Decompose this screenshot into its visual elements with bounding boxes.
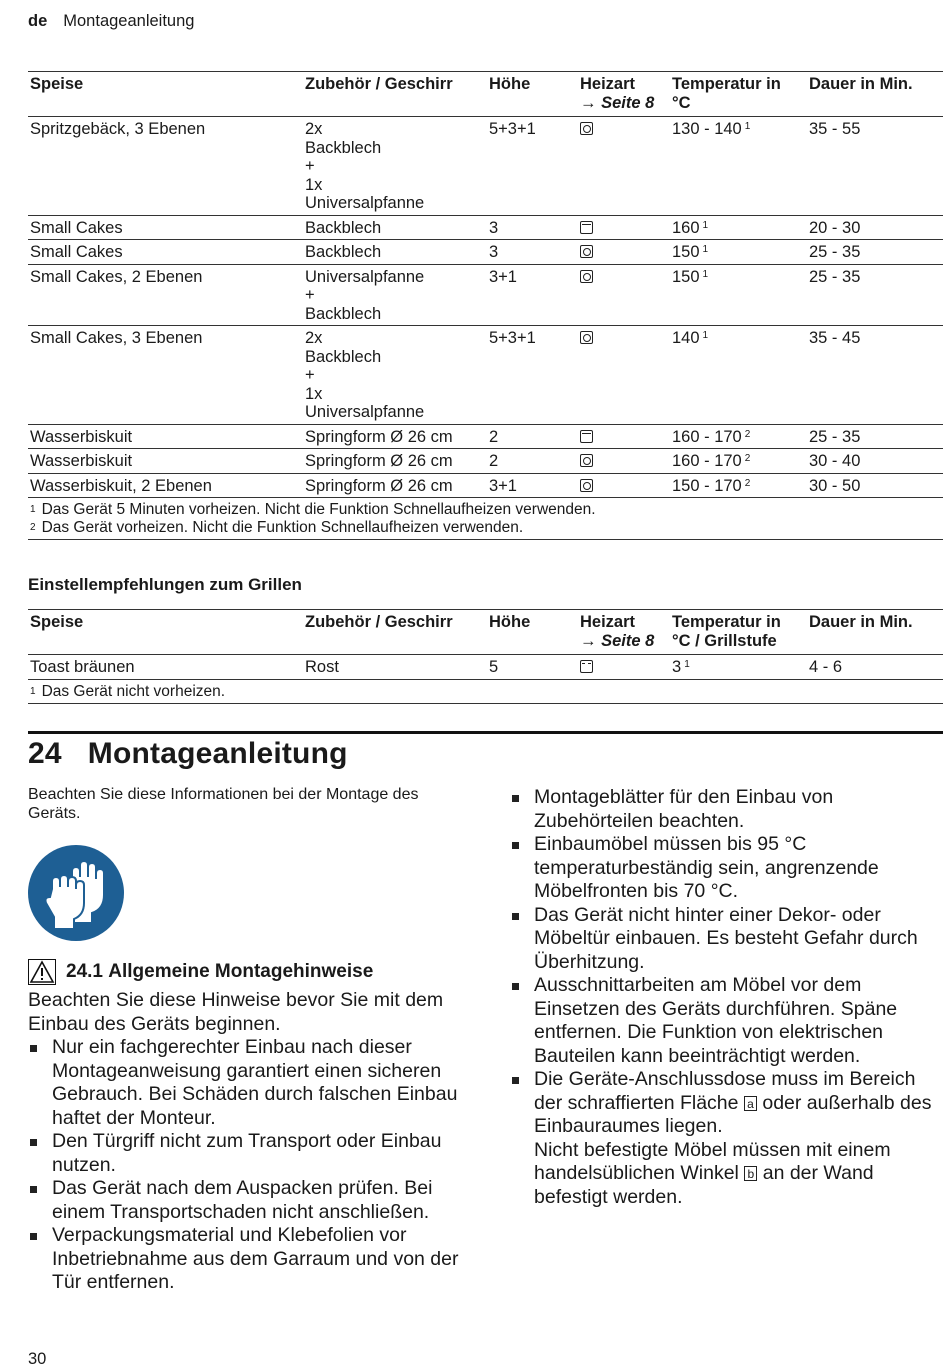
col-temp-header: Temperatur in °C / Grillstufe (670, 610, 807, 655)
list-item: Verpackungsmaterial und Klebefolien vor Inbetriebnahme aus dem Garraum und von der Tür entfernen. (28, 1224, 468, 1295)
temp-cell: 3 $^1$ (670, 655, 807, 680)
list-item: Nur ein fachgerechter Einbau nach dieser Montageanweisung garantiert einen sicheren Gebrauch. Bei Schäden durch falschen Einbau haftet der Monteur. (28, 1036, 468, 1130)
col-heat-header: Heizart → Seite 8 (578, 72, 670, 117)
temp-cell: 150 - 170 $^2$ (670, 473, 807, 498)
grill-footnote: Das Gerät nicht vorheizen. (41, 682, 226, 700)
page-header (28, 12, 194, 31)
accessory-cell: 2x Backblech + 1x Universalpfanne (303, 326, 487, 425)
table-row (28, 326, 943, 425)
grill-icon (580, 660, 593, 673)
label-a-box: a (744, 1096, 757, 1111)
chapter-intro: Beachten Sie diese Informationen bei der Montage des Geräts. (28, 786, 419, 822)
duration-cell: 35 - 45 (807, 326, 943, 425)
grill-table (28, 609, 943, 704)
list-item: Das Gerät nicht hinter einer Dekor- oder Möbeltür einbauen. Es besteht Gefahr durch Überhitzung. (510, 904, 945, 975)
level-cell: 2 (487, 424, 578, 449)
col-level-header: Höhe (487, 72, 578, 117)
dish-cell: Small Cakes, 2 Ebenen (28, 264, 303, 326)
col-duration-header: Dauer in Min. (807, 72, 943, 117)
heat-ref-link[interactable]: → Seite 8 (580, 93, 655, 112)
level-cell: 3 (487, 215, 578, 240)
header-title: Montageanleitung (63, 12, 195, 30)
grill-section-title: Einstellempfehlungen zum Grillen (28, 575, 302, 594)
circulating-air-icon (580, 270, 593, 283)
table-row (28, 117, 943, 216)
dish-cell: Small Cakes, 3 Ebenen (28, 326, 303, 425)
list-item: Das Gerät nach dem Auspacken prüfen. Bei einem Transportschaden nicht anschließen. (28, 1177, 468, 1224)
col-level-header: Höhe (487, 610, 578, 655)
left-bullet-list (28, 1036, 468, 1295)
heat-cell (578, 655, 670, 680)
col-accessory-header: Zubehör / Geschirr (303, 610, 487, 655)
level-cell: 5+3+1 (487, 117, 578, 216)
temp-cell: 160 $^1$ (670, 215, 807, 240)
language-code: de (28, 12, 48, 30)
table-row (28, 449, 943, 474)
dish-cell: Small Cakes (28, 215, 303, 240)
duration-cell: 35 - 55 (807, 117, 943, 216)
circulating-air-icon (580, 245, 593, 258)
circulating-air-icon (580, 454, 593, 467)
level-cell: 5+3+1 (487, 326, 578, 425)
dish-cell: Wasserbiskuit (28, 424, 303, 449)
accessory-cell: Backblech (303, 240, 487, 265)
left-column (28, 786, 468, 1295)
col-accessory-header: Zubehör / Geschirr (303, 72, 487, 117)
top-bottom-heat-icon (580, 221, 593, 234)
list-item: Die Geräte-Anschlussdose muss im Bereich der schraffierten Fläche a oder außerhalb des Einbauraumes liegen. Nicht befestigte Möbel müssen mit einem handelsüblichen Winkel b an der Wand befestigt werden. (510, 1068, 945, 1209)
duration-cell: 25 - 35 (807, 264, 943, 326)
duration-cell: 30 - 40 (807, 449, 943, 474)
temp-cell: 140 $^1$ (670, 326, 807, 425)
table-row (28, 655, 943, 680)
chapter-title: 24 Montageanleitung (28, 737, 348, 770)
heat-cell (578, 424, 670, 449)
col-heat-header: Heizart → Seite 8 (578, 610, 670, 655)
temp-cell: 160 - 170 $^2$ (670, 449, 807, 474)
circulating-air-icon (580, 331, 593, 344)
page-number: 30 (28, 1350, 47, 1368)
table-row (28, 424, 943, 449)
table-row (28, 264, 943, 326)
duration-cell: 20 - 30 (807, 215, 943, 240)
label-b-box: b (744, 1166, 757, 1181)
heat-cell (578, 473, 670, 498)
temp-cell: 150 $^1$ (670, 264, 807, 326)
heat-cell (578, 449, 670, 474)
dish-cell: Wasserbiskuit, 2 Ebenen (28, 473, 303, 498)
baking-table (28, 71, 943, 540)
accessory-cell: Springform Ø 26 cm (303, 449, 487, 474)
heat-cell (578, 264, 670, 326)
list-item: Montageblätter für den Einbau von Zubehörteilen beachten. (510, 786, 945, 833)
dish-cell: Wasserbiskuit (28, 449, 303, 474)
section-lead: Beachten Sie diese Hinweise bevor Sie mit dem Einbau des Geräts beginnen. (28, 989, 444, 1035)
table-row (28, 240, 943, 265)
section-heading: 24.1 Allgemeine Montagehinweise (28, 959, 468, 985)
heat-cell (578, 240, 670, 265)
level-cell: 2 (487, 449, 578, 474)
duration-cell: 4 - 6 (807, 655, 943, 680)
table-row (28, 473, 943, 498)
accessory-cell: Springform Ø 26 cm (303, 473, 487, 498)
dish-cell: Small Cakes (28, 240, 303, 265)
table-header-row (28, 72, 943, 117)
top-bottom-heat-icon (580, 430, 593, 443)
temp-cell: 130 - 140 $^1$ (670, 117, 807, 216)
col-duration-header: Dauer in Min. (807, 610, 943, 655)
footnote-row (28, 498, 943, 540)
table-row (28, 215, 943, 240)
col-dish-header: Speise (28, 610, 303, 655)
circulating-air-icon (580, 479, 593, 492)
level-cell: 3 (487, 240, 578, 265)
duration-cell: 25 - 35 (807, 240, 943, 265)
warning-icon (28, 959, 56, 985)
circulating-air-icon (580, 122, 593, 135)
list-item: Den Türgriff nicht zum Transport oder Einbau nutzen. (28, 1130, 468, 1177)
table-header-row (28, 610, 943, 655)
accessory-cell: Springform Ø 26 cm (303, 424, 487, 449)
level-cell: 5 (487, 655, 578, 680)
chapter-rule (28, 731, 943, 734)
heat-ref-link[interactable]: → Seite 8 (580, 631, 655, 650)
accessory-cell: Backblech (303, 215, 487, 240)
dish-cell: Spritzgebäck, 3 Ebenen (28, 117, 303, 216)
footnote-row: $^1$ Das Gerät nicht vorheizen. (28, 679, 943, 704)
heat-cell (578, 326, 670, 425)
level-cell: 3+1 (487, 264, 578, 326)
gloves-icon (28, 845, 124, 941)
duration-cell: 30 - 50 (807, 473, 943, 498)
right-column (510, 786, 945, 1209)
accessory-cell: Universalpfanne + Backblech (303, 264, 487, 326)
dish-cell: Toast bräunen (28, 655, 303, 680)
accessory-cell: 2x Backblech + 1x Universalpfanne (303, 117, 487, 216)
level-cell: 3+1 (487, 473, 578, 498)
footnote-1: Das Gerät 5 Minuten vorheizen. Nicht die Funktion Schnellaufheizen verwenden. (41, 501, 596, 518)
right-bullet-list (510, 786, 945, 1209)
footnote-2: Das Gerät vorheizen. Nicht die Funktion Schnellaufheizen verwenden. (41, 518, 524, 536)
col-temp-header: Temperatur in °C (670, 72, 807, 117)
list-item: Ausschnittarbeiten am Möbel vor dem Einsetzen des Geräts durchführen. Späne entfernen. Die Funktion von elektrischen Bauteilen kann beeinträchtigt werden. (510, 974, 945, 1068)
temp-cell: 150 $^1$ (670, 240, 807, 265)
temp-cell: 160 - 170 $^2$ (670, 424, 807, 449)
heat-cell (578, 117, 670, 216)
footnotes: $^1$ Das Gerät 5 Minuten vorheizen. Nicht die Funktion Schnellaufheizen verwenden. $^2$ Das Gerät vorheizen. Nicht die Funktion Schnellaufheizen verwenden. (28, 498, 943, 540)
list-item: Einbaumöbel müssen bis 95 °C temperaturbeständig sein, angrenzende Möbelfronten bis 70 °C. (510, 833, 945, 904)
accessory-cell: Rost (303, 655, 487, 680)
duration-cell: 25 - 35 (807, 424, 943, 449)
heat-cell (578, 215, 670, 240)
col-dish-header: Speise (28, 72, 303, 117)
